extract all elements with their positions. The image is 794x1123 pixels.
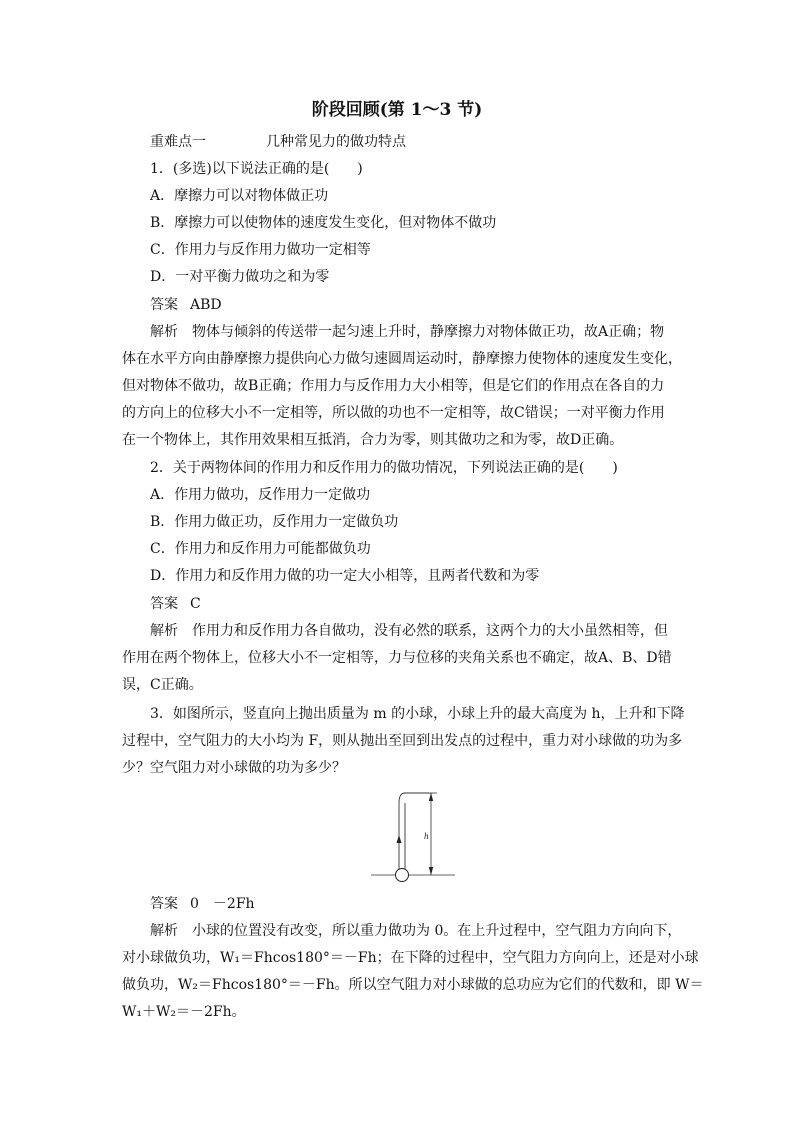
dimension-arrow-up-icon [429,793,433,801]
section-name: 几种常见力的做功特点 [266,134,406,150]
section-label: 重难点一 [150,134,206,150]
q2-option-c: C．作用力和反作用力可能都做负功 [150,541,371,557]
up-arrow-icon [397,835,402,843]
q2-stem: 2．关于两物体间的作用力和反作用力的做功情况，下列说法正确的是( ) [150,460,618,476]
q2-option-a: A．作用力做功，反作用力一定做功 [150,487,371,503]
q2-analysis-line: 作用在两个物体上，位移大小不一定相等，力与位移的夹角关系也不确定，故A、B、D错 [122,650,672,666]
q2-option-b: B．作用力做正功，反作用力一定做负功 [150,514,399,530]
q1-option-b: B．摩擦力可以使物体的速度发生变化，但对物体不做功 [150,215,497,231]
ball [396,869,409,882]
q2-option-d: D．作用力和反作用力做的功一定大小相等，且两者代数和为零 [150,568,540,584]
q1-answer-label: 答案 [150,297,178,313]
dimension-arrow-down-icon [429,867,433,875]
page-title: 阶段回顾(第 1～3 节) [311,100,483,120]
ball-trajectory-figure [367,787,457,887]
q3-answer [150,894,690,914]
q1-option-a: A．摩擦力可以对物体做正功 [150,188,329,204]
q3-stem-line: 3．如图所示，竖直向上抛出质量为 m 的小球，小球上升的最大高度为 h，上升和下降 [150,706,685,722]
q2-analysis-line: 误，C正确。 [122,677,203,693]
q3-stem-line: 过程中，空气阻力的大小均为 F，则从抛出至回到出发点的过程中，重力对小球做的功为多 [122,733,683,749]
q2-analysis-line: 解析 作用力和反作用力各自做功，没有必然的联系，这两个力的大小虽然相等，但 [150,623,668,639]
q1-analysis-line: 但对物体不做功，故B正确；作用力与反作用力大小相等，但是它们的作用点在各自的力 [122,378,665,394]
section-heading [150,132,690,152]
q3-stem-line: 少？空气阻力对小球做的功为多少？ [122,760,346,776]
q1-analysis-line: 体在水平方向由静摩擦力提供向心力做匀速圆周运动时，静摩擦力使物体的速度发生变化， [122,351,682,367]
q3-analysis-line: 做负功，W₂＝Fhcos180°＝－Fh。所以空气阻力对小球做的总功应为它们的代数和，即 W＝ [122,977,704,993]
q1-option-d: D．一对平衡力做功之和为零 [150,269,330,285]
q3-answer-label: 答案 [150,896,178,912]
q1-answer [150,295,690,315]
q1-option-c: C．作用力与反作用力做功一定相等 [150,242,371,258]
q2-answer-label: 答案 [150,596,178,612]
q2-answer-value: C [190,596,201,612]
q3-analysis-line: 解析 小球的位置没有改变，所以重力做功为 0。在上升过程中，空气阻力方向向下， [150,923,682,939]
q1-stem: 1．(多选)以下说法正确的是( ) [150,161,363,177]
q1-analysis-line: 解析 物体与倾斜的传送带一起匀速上升时，静摩擦力对物体做正功，故A正确；物 [150,324,665,340]
q3-analysis-line: 对小球做负功，W₁＝Fhcos180°＝－Fh；在下降的过程中，空气阻力方向向上，还是对小球 [122,950,699,966]
q3-analysis-line: W₁＋W₂＝－2Fh。 [122,1004,246,1020]
q2-answer [150,594,690,614]
height-label: h [424,831,429,841]
q3-answer-value: 0 －2Fh [190,896,255,912]
q1-analysis-line: 的方向上的位移大小不一定相等，所以做的功也不一定相等，故C错误；一对平衡力作用 [122,405,665,421]
q1-answer-value: ABD [190,297,222,313]
q1-analysis-line: 在一个物体上，其作用效果相互抵消，合力为零，则其做功之和为零，故D正确。 [122,432,624,448]
